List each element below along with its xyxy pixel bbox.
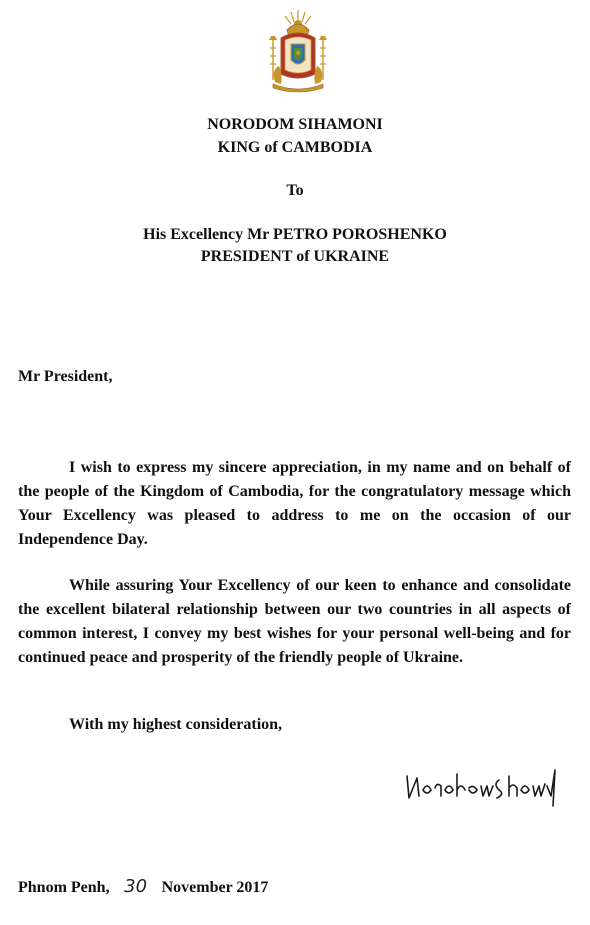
closing: With my highest consideration, bbox=[69, 716, 283, 733]
salutation: Mr President, bbox=[18, 368, 113, 385]
month-year: November 2017 bbox=[161, 879, 269, 896]
handwritten-signature-icon bbox=[403, 762, 559, 810]
place: Phnom Penh, bbox=[18, 879, 110, 896]
sender-title: KING of CAMBODIA bbox=[217, 139, 373, 156]
royal-arms-of-cambodia-icon bbox=[265, 8, 331, 94]
body-paragraph-1: I wish to express my sincere appreciation, in my name and on behalf of the people of the Kingdom of Cambodia, for the congratulatory message which Your Excellency was pleased to address to me on the occasion of our Independence Day. bbox=[18, 459, 571, 548]
handwritten-day: 30 bbox=[124, 876, 148, 897]
recipient-name: His Excellency Mr PETRO POROSHENKO bbox=[143, 226, 447, 243]
sender-name: NORODOM SIHAMONI bbox=[207, 116, 383, 133]
body-paragraph-2: While assuring Your Excellency of our keen to enhance and consolidate the excellent bilateral relationship between our two countries in all aspects of common interest, I convey my best wishes for your personal well-being and for continued peace and prosperity of the friendly people of Ukraine. bbox=[18, 577, 571, 666]
recipient-title: PRESIDENT of UKRAINE bbox=[200, 248, 390, 265]
date-line bbox=[18, 876, 268, 899]
to-label: To bbox=[286, 182, 304, 199]
